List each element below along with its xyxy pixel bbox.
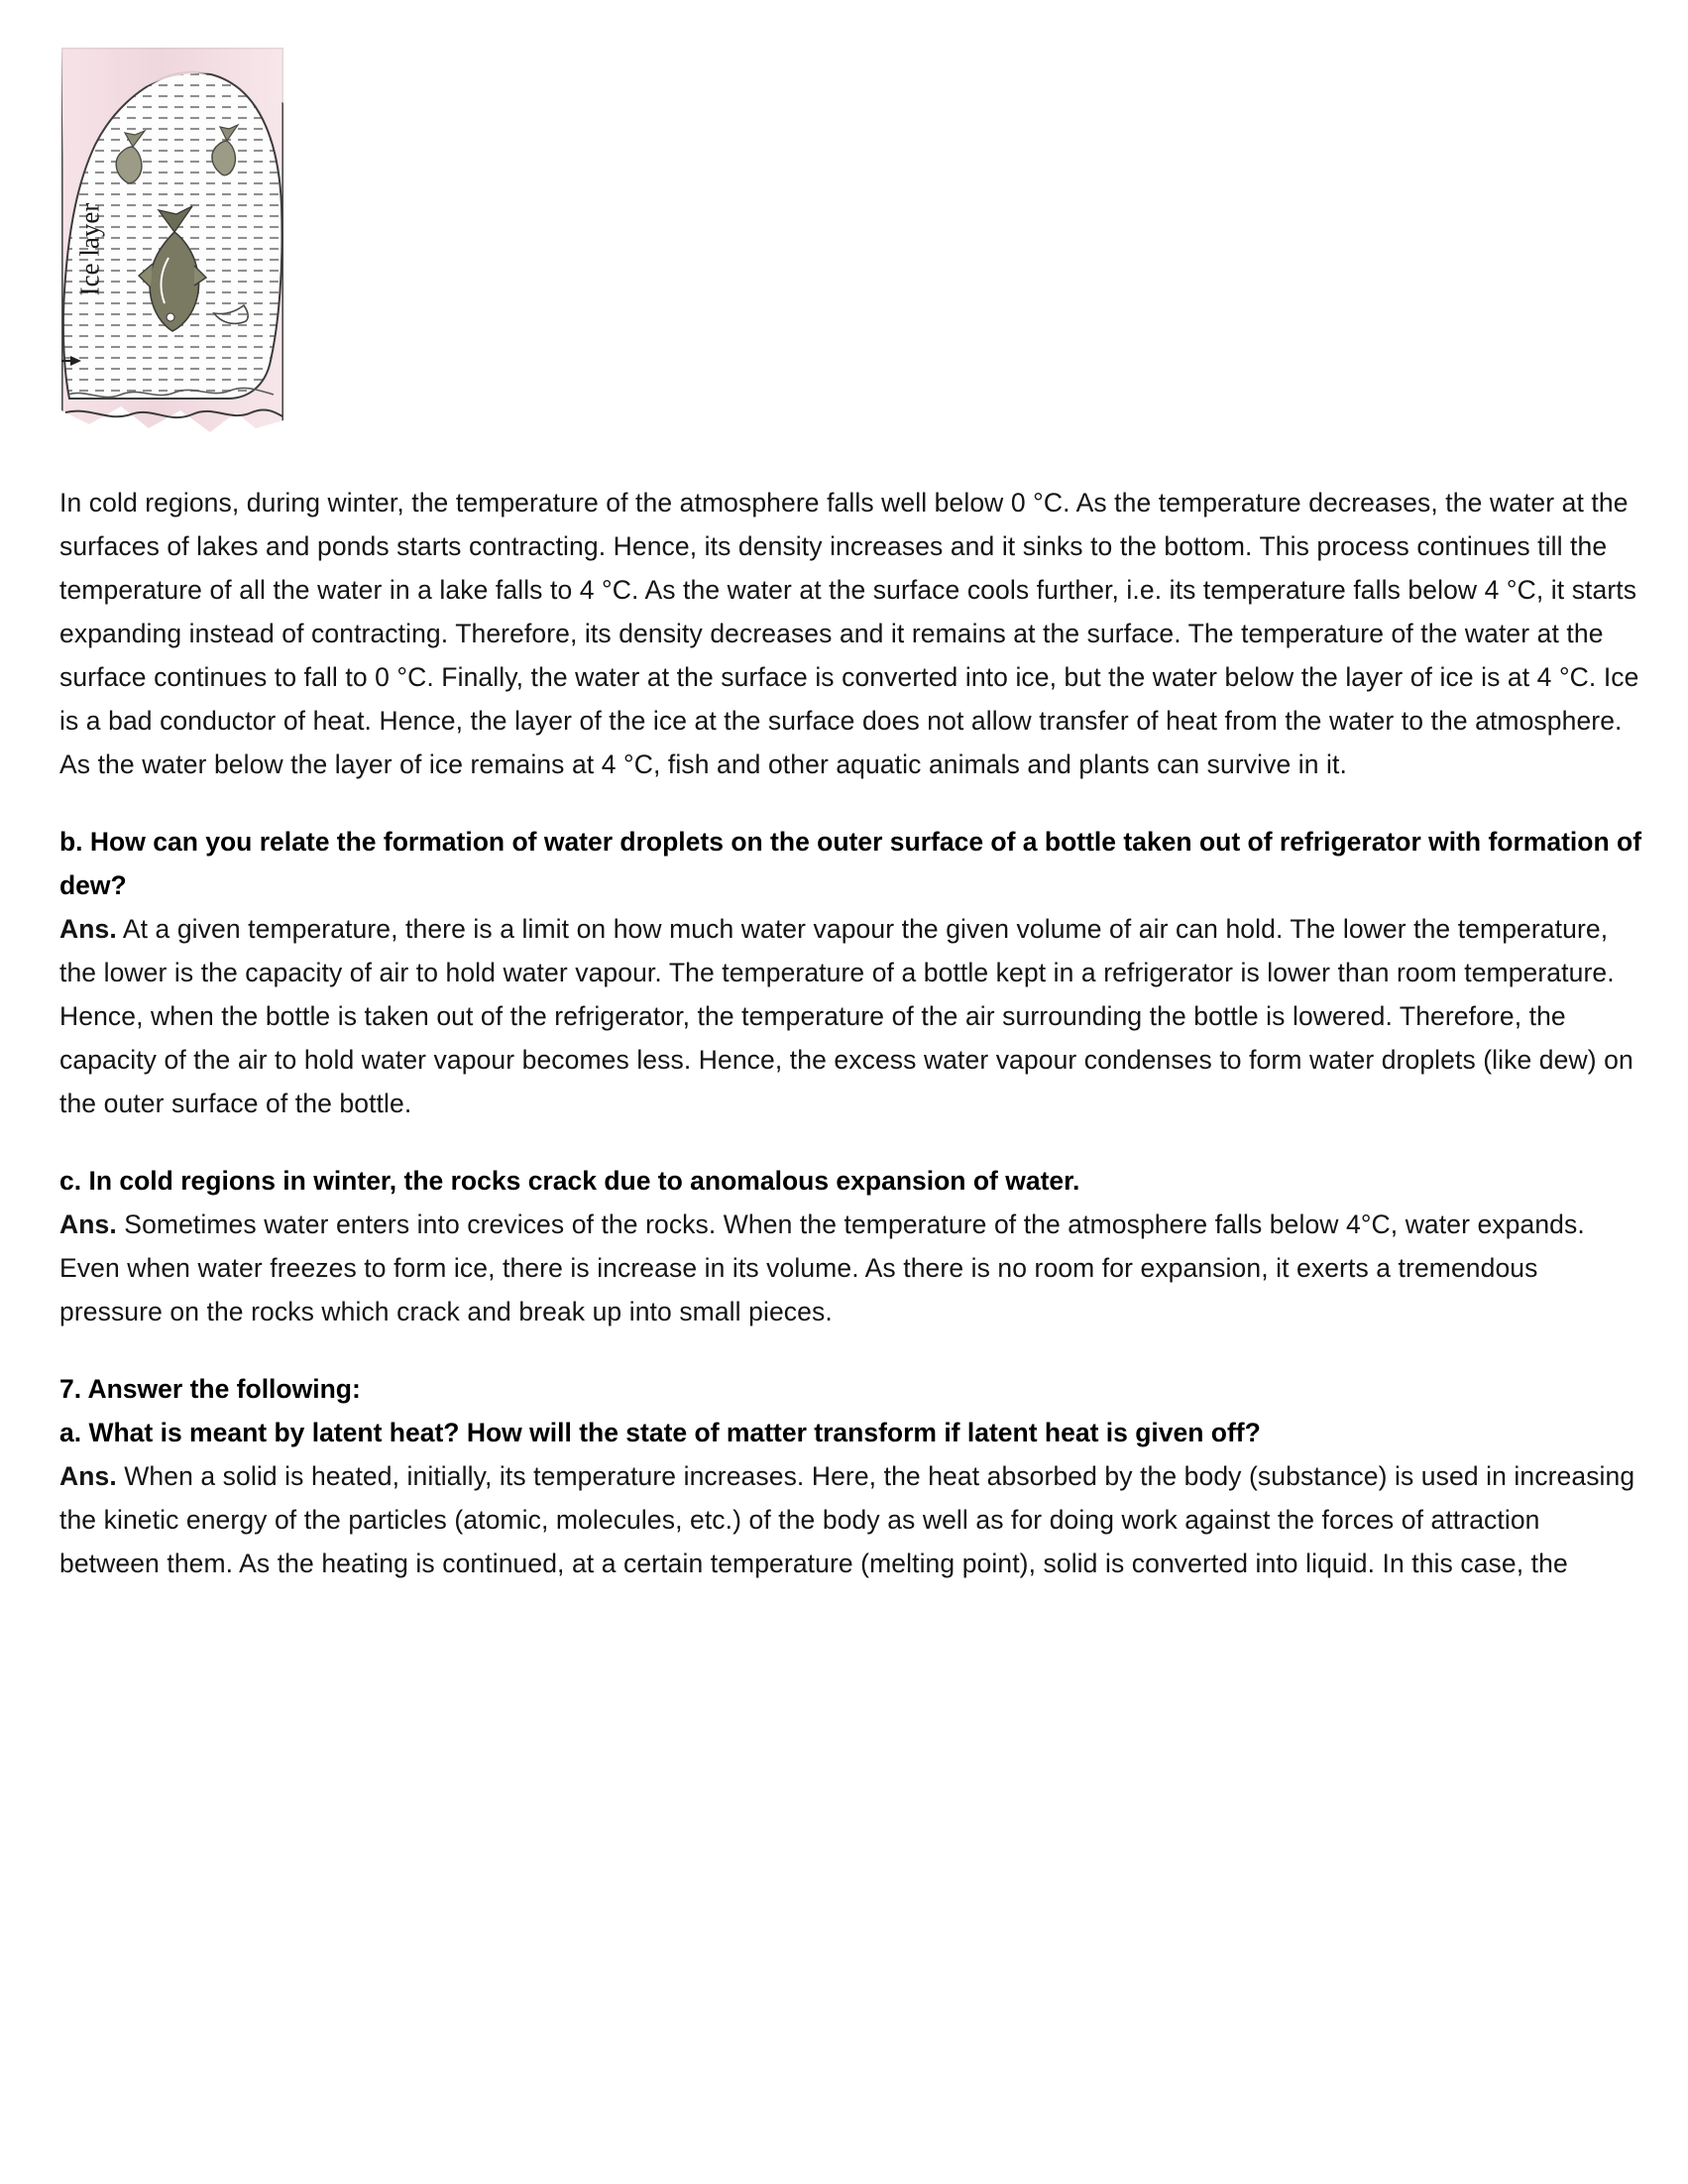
spacer (59, 1126, 1645, 1160)
ans-label-b: Ans. (59, 913, 117, 944)
answer-c (59, 1204, 1645, 1334)
intro-paragraph: In cold regions, during winter, the temperature of the atmosphere falls well below 0 °C. As the temperature decreases, the water at the surfaces of lakes and ponds starts contracting. Hence, its density increases and it sinks to the bottom. This process continues till the temperature of all the water in a lake falls to 4 °C. As the water at the surface cools further, i.e. its temperature falls below 4 °C, it starts expanding instead of contracting. Therefore, its density decreases and it remains at the surface. The temperature of the water at the surface continues to fall to 0 °C. Finally, the water at the surface is converted into ice, but the water below the layer of ice is at 4 °C. Ice is a bad conductor of heat. Hence, the layer of the ice at the surface does not allow transfer of heat from the water to the atmosphere. As the water below the layer of ice remains at 4 °C, fish and other aquatic animals and plants can survive in it. (59, 488, 1639, 779)
answer-b (59, 908, 1645, 1126)
ice-layer-label: Ice layer (74, 202, 105, 296)
frozen-lake-figure (61, 48, 283, 472)
question-7a: a. What is meant by latent heat? How will the state of matter transform if latent heat is given off? (59, 1417, 1261, 1447)
answer-b-text: At a given temperature, there is a limit on how much water vapour the given volume of air can hold. The lower the temperature, the lower is the capacity of air to hold water vapour. The temperature of a bottle kept in a refrigerator is lower than room temperature. Hence, when the bottle is taken out of the refrigerator, the temperature of the air surrounding the bottle is lowered. Therefore, the capacity of the air to hold water vapour becomes less. Hence, the excess water vapour condenses to form water droplets (like dew) on the outer surface of the bottle. (59, 913, 1633, 1118)
ans-label-c: Ans. (59, 1208, 117, 1239)
answer-7a (59, 1455, 1645, 1586)
question-c: c. In cold regions in winter, the rocks crack due to anomalous expansion of water. (59, 1165, 1080, 1196)
spacer (59, 787, 1645, 821)
answer-c-text: Sometimes water enters into crevices of the rocks. When the temperature of the atmosphere falls below 4°C, water expands. Even when water freezes to form ice, there is increase in its volume. As there is no room for expansion, it exerts a tremendous pressure on the rocks which crack and break up into small pieces. (59, 1208, 1585, 1326)
ans-label-7a: Ans. (59, 1460, 117, 1491)
answer-7a-text: When a solid is heated, initially, its temperature increases. Here, the heat absorbed by the body (substance) is used in increasing the kinetic energy of the particles (atomic, molecules, etc.) of the body as well as for doing work against the forces of attraction between them. As the heating is continued, at a certain temperature (melting point), solid is converted into liquid. In this case, the (59, 1460, 1635, 1578)
spacer (59, 1334, 1645, 1368)
page-content (59, 48, 1645, 1586)
question-b: b. How can you relate the formation of water droplets on the outer surface of a bottle taken out of refrigerator with formation of dew? (59, 826, 1642, 900)
section-7-heading: 7. Answer the following: (59, 1373, 361, 1404)
figure-canvas (61, 48, 283, 472)
